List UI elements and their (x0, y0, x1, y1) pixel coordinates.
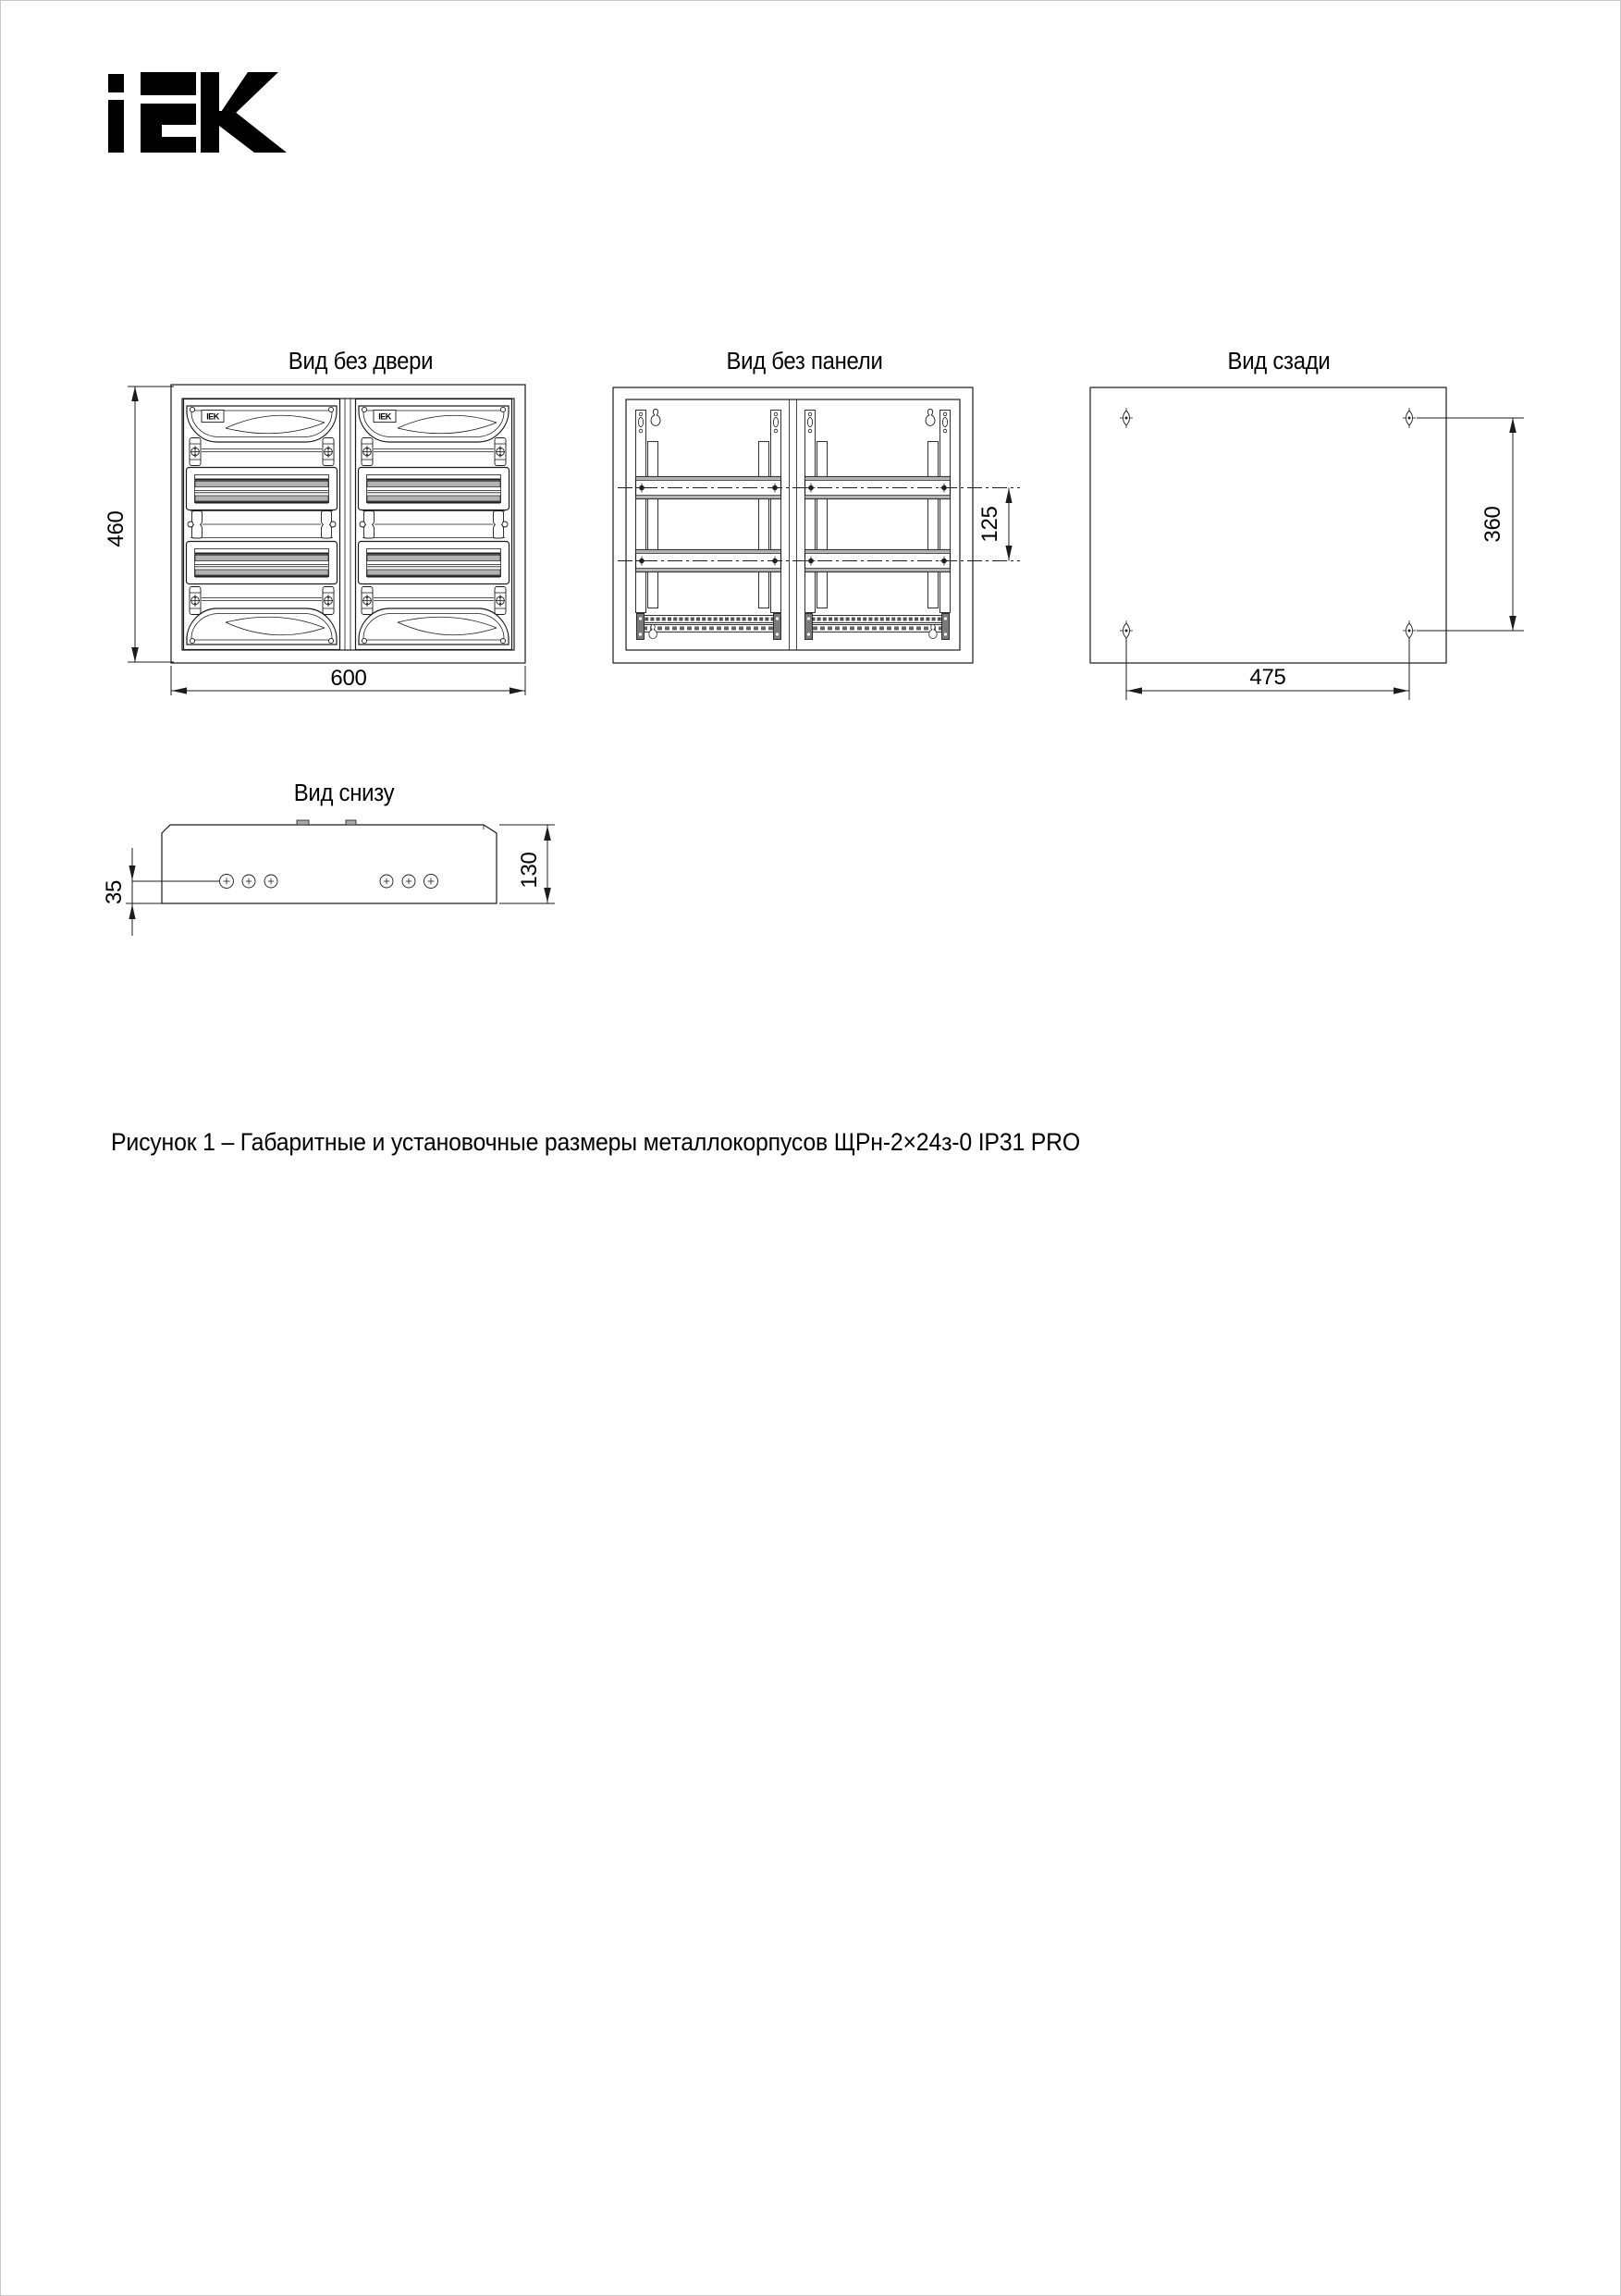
mount-height-dimension (1417, 418, 1524, 631)
hinge-tab (346, 820, 356, 825)
bottom-view (102, 780, 555, 936)
front-height-dimension (104, 387, 174, 662)
rear-view (1090, 348, 1524, 700)
front-view (104, 348, 525, 695)
bottom-body-outline (162, 825, 497, 903)
mount-keyhole (1403, 620, 1416, 641)
front-view-title: Вид без двери (288, 348, 434, 375)
bottom-view-title: Вид снизу (293, 780, 395, 807)
no-panel-view (613, 348, 1020, 663)
mount-height-value: 360 (1480, 506, 1505, 543)
depth-dimension (499, 825, 555, 903)
front-width-dimension (171, 666, 525, 695)
panel-cabinet-inner-frame (626, 399, 960, 650)
rear-view-title: Вид сзади (1227, 348, 1331, 375)
mount-keyhole (1120, 620, 1133, 641)
front-width-value: 600 (330, 666, 367, 691)
front-left-section (184, 399, 340, 650)
rear-panel-outline (1090, 387, 1446, 663)
hole-offset-value: 35 (102, 879, 127, 905)
mount-width-dimension (1126, 638, 1409, 700)
mount-width-value: 475 (1249, 665, 1286, 690)
panel-right-half (805, 410, 951, 640)
rail-spacing-dimension (977, 488, 1013, 561)
no-panel-view-title: Вид без панели (726, 348, 883, 375)
mount-keyhole (1120, 408, 1133, 428)
depth-value: 130 (517, 852, 542, 889)
figure-caption: Рисунок 1 – Габаритные и установочные размеры металлокорпусов ЩРн-2×24з-0 IP31 PRO (111, 1128, 1081, 1156)
hinge-tab (297, 820, 309, 825)
panel-left-half (636, 410, 781, 640)
front-height-value: 460 (104, 510, 129, 547)
mount-keyhole (1403, 408, 1416, 428)
dimensional-drawing: IEK Вид без двери 460 600 Вид без панели 125 Вид сзади 360 475 Вид снизу 35 130 (0, 0, 1621, 1017)
front-right-section (356, 399, 512, 650)
rail-spacing-value: 125 (977, 506, 1002, 543)
